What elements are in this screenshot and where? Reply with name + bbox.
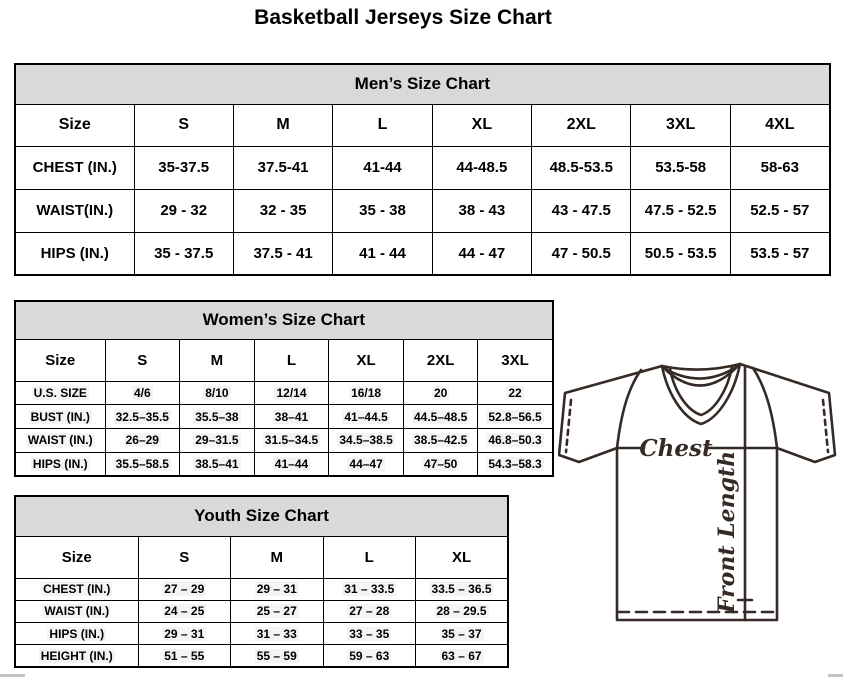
scrollbar-fragment-right[interactable] (828, 674, 843, 677)
youth-value-cell (231, 645, 324, 667)
women-value-cell (180, 429, 255, 453)
women-row-label: HIPS (IN.) (32, 456, 88, 471)
women-column-header-2xl: 2XL (403, 339, 478, 381)
men-value-cell (730, 146, 829, 189)
men-row-label: HIPS (IN.) (40, 244, 109, 262)
youth-value-cell (416, 600, 509, 622)
men-value-cell (233, 146, 332, 189)
page-title: Basketball Jerseys Size Chart (254, 6, 552, 29)
women-row-label: WAIST (IN.) (27, 433, 93, 448)
youth-value-cell (323, 623, 416, 645)
women-value: 12/14 (276, 385, 307, 400)
youth-column-header-size: Size (15, 536, 138, 578)
men-value-cell (432, 232, 531, 275)
men-value: 47.5 - 52.5 (644, 202, 717, 219)
youth-table-row (15, 645, 508, 667)
youth-row-label-cell (15, 645, 138, 667)
women-value: 44–47 (349, 456, 383, 471)
women-value: 26–29 (125, 433, 159, 448)
youth-size-table (14, 495, 509, 668)
jersey-right-seam (753, 368, 777, 448)
mens-size-header-row (15, 104, 830, 146)
men-value: 37.5-41 (257, 159, 309, 176)
men-value-cell (532, 189, 631, 232)
youth-value: 27 – 28 (349, 604, 390, 619)
women-row-label-cell (15, 452, 105, 476)
youth-table-title-row (15, 496, 508, 536)
youth-column-header-m: M (231, 536, 324, 578)
youth-column-header-l: L (323, 536, 416, 578)
women-value-cell (105, 429, 180, 453)
men-value-cell (432, 146, 531, 189)
women-value: 54.3–58.3 (488, 456, 542, 471)
youth-value-cell (416, 578, 509, 600)
youth-value: 55 – 59 (256, 648, 297, 663)
men-value-cell (631, 189, 730, 232)
men-value-cell (532, 232, 631, 275)
women-row-label-cell (15, 405, 105, 429)
jersey-left-seam (617, 370, 641, 448)
women-value-cell (254, 405, 329, 429)
men-value: 53.5-58 (655, 159, 707, 176)
women-value: 52.8–56.5 (488, 409, 542, 424)
men-table-row (15, 146, 830, 189)
women-table-row (15, 452, 553, 476)
jersey-measurement-diagram (558, 358, 843, 628)
mens-table-title: Men’s Size Chart (15, 64, 830, 104)
women-value: 38–41 (274, 409, 309, 424)
women-row-label-cell (15, 381, 105, 405)
women-value: 41–44.5 (344, 409, 388, 424)
youth-row-label-cell (15, 600, 138, 622)
youth-row-label-cell (15, 578, 138, 600)
youth-column-header-xl: XL (416, 536, 509, 578)
men-row-label: WAIST(IN.) (36, 202, 114, 219)
men-value: 47 - 50.5 (551, 244, 611, 262)
women-value-cell (105, 452, 180, 476)
women-value-cell (180, 452, 255, 476)
youth-value-cell (138, 578, 231, 600)
womens-size-header-row (15, 339, 553, 381)
men-row-label-cell (15, 189, 134, 232)
men-value-cell (134, 146, 233, 189)
women-table-row (15, 381, 553, 405)
youth-column-header-s: S (138, 536, 231, 578)
women-row-label-cell (15, 429, 105, 453)
youth-value-cell (138, 645, 231, 667)
women-value: 44.5–48.5 (413, 409, 468, 424)
men-value: 32 - 35 (259, 202, 307, 219)
men-value: 58-63 (760, 159, 799, 176)
youth-value-cell (138, 600, 231, 622)
women-value: 32.5–35.5 (115, 409, 169, 424)
men-value-cell (134, 232, 233, 275)
youth-value: 59 – 63 (349, 648, 390, 663)
women-column-header-3xl: 3XL (478, 339, 553, 381)
youth-value-cell (231, 623, 324, 645)
women-value-cell (403, 405, 478, 429)
men-value: 38 - 43 (458, 202, 506, 219)
men-row-label: CHEST (IN.) (32, 159, 117, 176)
men-value: 41 - 44 (359, 244, 406, 262)
youth-value-cell (323, 645, 416, 667)
youth-value-cell (231, 600, 324, 622)
men-row-label-cell (15, 146, 134, 189)
men-value: 35-37.5 (158, 159, 210, 176)
women-value-cell (478, 429, 553, 453)
women-value-cell (254, 381, 329, 405)
women-value-cell (105, 381, 180, 405)
women-table-row (15, 405, 553, 429)
men-column-header-3xl: 3XL (631, 104, 730, 146)
youth-row-label: WAIST (IN.) (44, 604, 110, 619)
men-value-cell (631, 232, 730, 275)
womens-size-table (14, 300, 554, 477)
women-row-label: U.S. SIZE (33, 385, 87, 400)
youth-value: 63 – 67 (441, 648, 482, 663)
youth-table-row (15, 600, 508, 622)
men-value: 37.5 - 41 (253, 244, 313, 262)
men-value: 41-44 (363, 159, 402, 176)
men-value-cell (333, 232, 432, 275)
front-length-label: Front Length (714, 450, 740, 614)
jersey-outline (559, 364, 835, 620)
women-column-header-xl: XL (329, 339, 404, 381)
womens-table-title: Women’s Size Chart (15, 301, 553, 339)
men-column-header-size: Size (15, 104, 134, 146)
men-value: 52.5 - 57 (750, 202, 810, 219)
youth-table-title: Youth Size Chart (15, 496, 508, 536)
women-value-cell (329, 452, 404, 476)
men-value: 48.5-53.5 (549, 159, 613, 176)
women-value: 35.5–38 (195, 409, 239, 424)
women-value: 16/18 (351, 385, 382, 400)
women-value-cell (254, 429, 329, 453)
women-value-cell (403, 452, 478, 476)
youth-value: 25 – 27 (256, 604, 297, 619)
women-value-cell (403, 381, 478, 405)
youth-table-row (15, 578, 508, 600)
women-value: 34.5–38.5 (339, 433, 393, 448)
women-value: 38.5–41 (195, 456, 239, 471)
women-value-cell (180, 405, 255, 429)
men-table-row (15, 189, 830, 232)
women-table-row (15, 429, 553, 453)
men-value: 44 - 47 (458, 244, 506, 262)
women-value: 47–50 (423, 456, 458, 471)
youth-value: 31 – 33.5 (344, 582, 395, 597)
women-value-cell (254, 452, 329, 476)
women-column-header-l: L (254, 339, 329, 381)
mens-table-title-row (15, 64, 830, 104)
women-value: 8/10 (205, 385, 229, 400)
women-value-cell (329, 429, 404, 453)
youth-value: 27 – 29 (164, 582, 205, 597)
men-value-cell (333, 146, 432, 189)
youth-row-label: HIPS (IN.) (49, 626, 105, 641)
men-value: 44-48.5 (456, 159, 508, 176)
men-value-cell (730, 232, 829, 275)
women-value-cell (403, 429, 478, 453)
men-row-label-cell (15, 232, 134, 275)
men-value: 29 - 32 (160, 202, 208, 219)
men-value: 35 - 37.5 (154, 244, 214, 262)
women-column-header-s: S (105, 339, 180, 381)
jersey-left-cuff-dash (566, 400, 571, 452)
youth-value: 35 – 37 (441, 626, 482, 641)
youth-row-label: HEIGHT (IN.) (40, 648, 113, 663)
women-value: 38.5–42.5 (413, 433, 468, 448)
youth-value-cell (323, 600, 416, 622)
youth-value: 33 – 35 (349, 626, 390, 641)
jersey-collar-top (662, 364, 740, 370)
men-column-header-l: L (333, 104, 432, 146)
men-value-cell (233, 189, 332, 232)
youth-value-cell (416, 623, 509, 645)
women-value: 20 (433, 385, 448, 400)
womens-table-title-row (15, 301, 553, 339)
men-column-header-s: S (134, 104, 233, 146)
youth-table-row (15, 623, 508, 645)
women-value: 22 (508, 385, 522, 400)
men-value-cell (333, 189, 432, 232)
jersey-right-cuff-dash (823, 400, 828, 452)
women-value: 29–31.5 (195, 433, 239, 448)
youth-value: 51 – 55 (164, 648, 205, 663)
women-value-cell (329, 405, 404, 429)
youth-value-cell (138, 623, 231, 645)
men-table-row (15, 232, 830, 275)
men-value-cell (134, 189, 233, 232)
youth-value: 29 – 31 (256, 582, 297, 597)
men-value: 50.5 - 53.5 (644, 244, 717, 262)
men-value-cell (432, 189, 531, 232)
men-column-header-m: M (233, 104, 332, 146)
women-value: 4/6 (133, 385, 151, 400)
mens-size-table (14, 63, 831, 276)
youth-value-cell (416, 645, 509, 667)
chest-label: Chest (639, 435, 713, 462)
youth-value-cell (323, 578, 416, 600)
men-column-header-4xl: 4XL (730, 104, 829, 146)
women-column-header-size: Size (15, 339, 105, 381)
women-value-cell (478, 405, 553, 429)
women-value-cell (478, 452, 553, 476)
youth-value-cell (231, 578, 324, 600)
women-value: 35.5–58.5 (115, 456, 169, 471)
men-value: 35 - 38 (359, 202, 406, 219)
women-row-label: BUST (IN.) (30, 409, 90, 424)
youth-value: 33.5 – 36.5 (431, 582, 492, 597)
men-value-cell (730, 189, 829, 232)
women-value: 46.8–50.3 (488, 433, 542, 448)
women-column-header-m: M (180, 339, 255, 381)
women-value-cell (478, 381, 553, 405)
men-value: 43 - 47.5 (551, 202, 611, 219)
youth-value: 24 – 25 (164, 604, 205, 619)
youth-value: 31 – 33 (256, 626, 297, 641)
men-column-header-xl: XL (432, 104, 531, 146)
men-value-cell (233, 232, 332, 275)
youth-size-header-row (15, 536, 508, 578)
women-value: 41–44 (274, 456, 309, 471)
men-value-cell (532, 146, 631, 189)
youth-row-label-cell (15, 623, 138, 645)
women-value-cell (180, 381, 255, 405)
men-column-header-2xl: 2XL (532, 104, 631, 146)
youth-value: 29 – 31 (164, 626, 205, 641)
women-value-cell (329, 381, 404, 405)
men-value-cell (631, 146, 730, 189)
women-value-cell (105, 405, 180, 429)
scrollbar-fragment-left[interactable] (0, 674, 25, 677)
youth-row-label: CHEST (IN.) (43, 582, 111, 597)
youth-value: 28 – 29.5 (436, 604, 487, 619)
women-value: 31.5–34.5 (264, 433, 319, 448)
men-value: 53.5 - 57 (750, 244, 810, 262)
